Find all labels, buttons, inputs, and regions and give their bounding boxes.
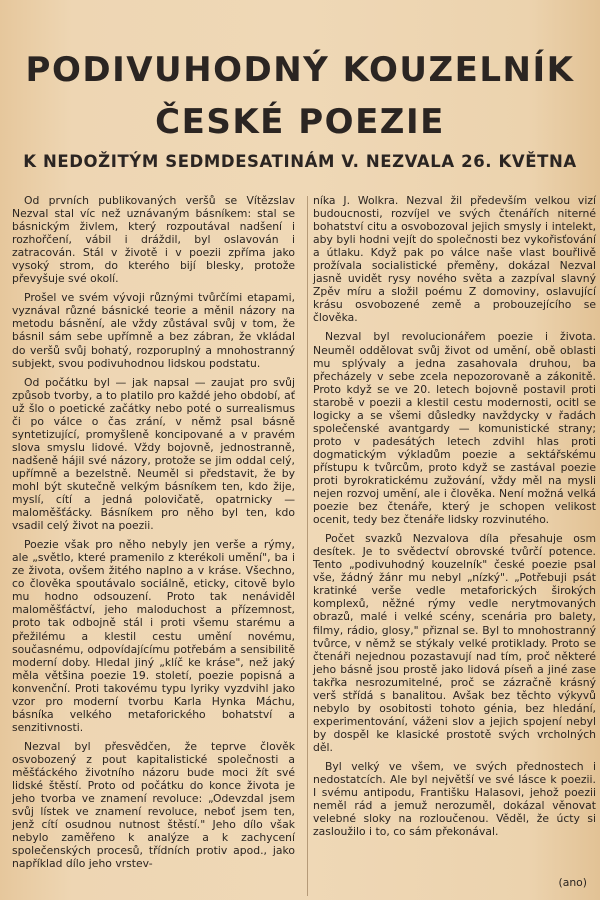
author-signature: (ano) [558,876,587,889]
column-divider [307,196,308,896]
paragraph-continued: níka J. Wolkra. Nezval žil především velkou vizí budoucnosti, rozvíjel ve svých čtenářích niterné bohatství citu a osvobozoval jejich smysly i intelekt, aby byli hodni vejít do společnosti bez vykořisťování a útlaku. Když pak po válce naše vlast bouřlivě prožívala socialistické přeměny, dokázal Nezval jasně uvidět rysy nového světa a zazpíval slavný Zpěv míru a složil poému Z domoviny, oslavující krásu osvobozené země a probouzejícího se člověka. [313,194,596,325]
paragraph: Od prvních publikovaných veršů se Vítězslav Nezval stal víc než uznávaným básníkem: stal se básnickým živlem, který rozpoutával nadšení i rozhořčení, vábil i dráždil, byl oslavován i zatracován. Stál v životě i v poezii zpříma jako vysoký strom, do kterého bijí blesky, protože převyšuje své okolí. [12,194,295,286]
paragraph: Počet svazků Nezvalova díla přesahuje osm desítek. Je to svědectví obrovské tvůrčí potence. Tento „podivuhodný kouzelník" české poezie psal vše, žádný žánr mu nebyl „nízký". „Potřebuji psát kratinké verše vedle metaforických širokých komplexů, něžné rýmy vedle nerytmovaných obrazů, malé i velké scény, scenária pro balety, filmy, rádio, glosy," přiznal se. Byl to mnohostranný tvůrce, v němž se stýkaly velké protiklady. Proto se čtenáři nejednou pozastavují nad tím, proč některé jeho básně jsou prostě jako lidová píseň a jiné zase takřka nesrozumitelné, proč se zázračně krásný verš střídá s banalitou. Avšak bez těchto výkyvů nebylo by osobitosti tohoto génia, bez hledání, experimentování, váženi slov a jejich spojení nebyl by dospěl ke klasické prostotě svých vrcholných děl. [313,532,596,754]
paragraph: Nezval byl revolucionářem poezie i života. Neuměl oddělovat svůj život od umění, obě oblasti mu splývaly a jedna zasahovala druhou, ba přecházely v sebe zcela nepozorovaně a zákonitě. Proto když se ve 20. letech bojovně postavil proti starobě v poezii a klestil cestu modernosti, ocitl se logicky a se všemi důsledky navždycky v řadách společenské avantgardy — komunistické strany; proto v padesátých letech zdvihl hlas proti dogmatickým výkladům poezie a sektářskému přístupu k tvůrcům, proto když se zastával poezie proti byrokratickému zužování, vždy měl na mysli nejen rozvoj umění, ale i člověka. Není možná velká poezie bez čtenáře, který je schopen velikost ocenit, tedy bez čtenáře lidsky rozvinutého. [313,330,596,527]
left-column [12,194,295,870]
headline-line-1: PODIVUHODNÝ KOUZELNÍK [25,50,575,90]
subheadline: K NEDOŽITÝM SEDMDESATINÁM V. NEZVALA 26. KVĚTNA [23,152,577,171]
paragraph: Byl velký ve všem, ve svých přednostech i nedostatcích. Ale byl největší ve své lásce k poezii. I svému antipodu, Františku Halasovi, jehož poezii neměl rád a jemuž nerozuměl, dokázal věnovat velebné sloky na rozloučenou. Věděl, že úcty si zasloužilo i to, co sám překonával. [313,759,596,839]
right-column [313,194,596,838]
headline-line-2: ČESKÉ POEZIE [155,102,445,142]
paragraph: Nezval byl přesvědčen, že teprve člověk osvobozený z pout kapitalistické společnosti a měšťáckého životního názoru bude moci žít své lidské štěstí. Proto od počátku do konce života je jeho tvorba ve znamení revoluce: „Odevzdal jsem svůj lístek ve znamení revoluce, neboť jsem ten, jenž cítí osudnou nutnost štěstí." Jeho dílo však nebylo zaměřeno k analýze a k zachycení společenských procesů, třídních protiv apod., jako například dílo jeho vrstev- [12,739,295,871]
paragraph: Prošel ve svém vývoji různými tvůrčími etapami, vyznával různé básnické teorie a měnil názory na metodu básnění, ale vždy zůstával svůj v tom, že básnil sám sebe upřímně a bez zábran, že vkládal do veršů svůj bohatý, rozporuplný a mnohostranný subjekt, svou podivuhodnou lidskou podstatu. [12,291,295,370]
paragraph: Poezie však pro něho nebyly jen verše a rýmy, ale „světlo, které pramenilo z kterékoli umění", ba i ze života, ovšem žitého naplno a v kráse. Všechno, co člověka spoutávalo sociálně, eticky, citově bylo mu hodno odsouzení. Proto tak nenáviděl maloměšťáctví, jeho maloduchost a přízemnost, proto tak odbojně stál i proti všemu starému a přežilému a klestil cestu umění novému, současnému, odpovídajícímu potřebám a sensibilitě moderní doby. Hledal jiný „klíč ke kráse", než jaký měla většina poezie 19. století, poezie popisná a konvenční. Proti takovému typu lyriky vyzdvihl jako vzor pro moderní tvorbu Karla Hynka Máchu, básníka velkého metaforického bohatství a senzitivnosti. [12,538,295,734]
paragraph: Od počátku byl — jak napsal — zaujat pro svůj způsob tvorby, a to platilo pro každé jeho období, ať už šlo o poetické začátky nebo poté o surrealismus či po válce o čas zrání, v němž psal básně syntetizující, promyšleně koncipované a v pravém slova smyslu lidové. Vždy bojovně, jednostranně, nadšeně hájil své názory, protože se jim oddal celý, upřímně a bezelstně. Neuměl si představit, že by mohl být skutečně velkým básníkem ten, kdo žije, myslí, cítí a jedná polovičatě, opatrnicky — maloměšťácky. Básníkem pro něho byl ten, kdo vsadil celý život na poezii. [12,375,295,533]
